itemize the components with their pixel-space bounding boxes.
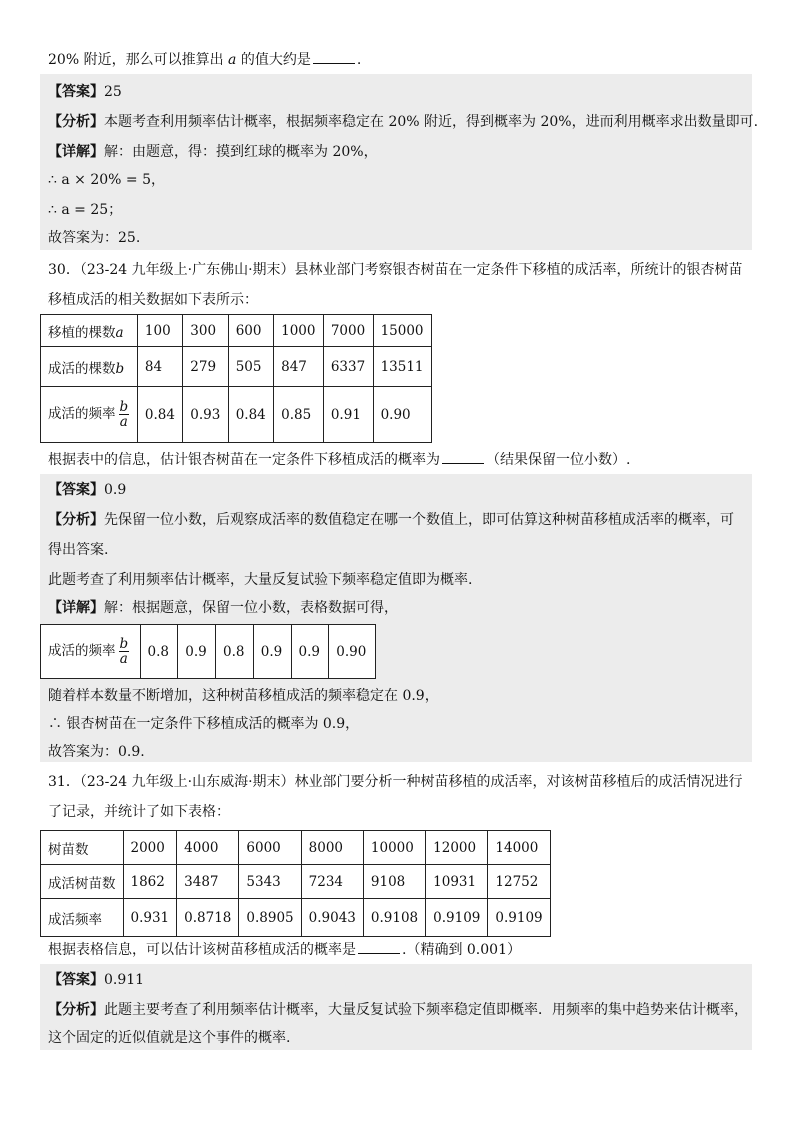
table-30 bbox=[40, 314, 432, 443]
table-cell: 0.9108 bbox=[363, 899, 425, 937]
detail-29: 【详解】解：由题意，得：摸到红球的概率为 20%， bbox=[48, 144, 378, 160]
table-cell: 2000 bbox=[123, 831, 177, 865]
table-cell: 0.8905 bbox=[239, 899, 301, 937]
detail-30: 【详解】解：根据题意，保留一位小数，表格数据可得， bbox=[48, 600, 398, 616]
table-cell: 14000 bbox=[488, 831, 550, 865]
table-cell: 9108 bbox=[363, 865, 425, 899]
table-cell: 12752 bbox=[488, 865, 550, 899]
analysis-29: 【分析】本题考查利用频率估计概率，根据频率稳定在 20% 附近，得到概率为 20%，进而利用概率求出数量即可. bbox=[48, 114, 759, 130]
analysis-31-1: 【分析】此题主要考查了利用频率估计概率，大量反复试验下频率稳定值即概率．用频率的集中趋势来估计概率， bbox=[48, 1002, 748, 1018]
analysis-30-2: 得出答案. bbox=[48, 542, 109, 558]
table-cell: 0.931 bbox=[123, 899, 177, 937]
answer-block-29 bbox=[40, 74, 752, 250]
table-cell: 13511 bbox=[373, 347, 431, 387]
table-31 bbox=[40, 830, 551, 937]
table-cell: 5343 bbox=[239, 865, 301, 899]
analysis-31-2: 这个固定的近似值就是这个事件的概率. bbox=[48, 1030, 291, 1046]
table-cell: 4000 bbox=[177, 831, 239, 865]
row-label: 移植的棵数a bbox=[41, 315, 138, 347]
table-row bbox=[41, 625, 376, 679]
row-label: 成活的棵数b bbox=[41, 347, 138, 387]
table-cell: 0.84 bbox=[137, 387, 182, 443]
table-cell: 0.84 bbox=[228, 387, 273, 443]
question-30-line1: 30．（23-24 九年级上·广东佛山·期末）县林业部门考察银杏树苗在一定条件下移植的成活率，所统计的银杏树苗 bbox=[48, 262, 743, 278]
table-row bbox=[41, 387, 432, 443]
analysis-30-3: 此题考查了利用频率估计概率，大量反复试验下频率稳定值即为概率. bbox=[48, 572, 473, 588]
table-cell: 300 bbox=[183, 315, 228, 347]
row-label: 成活的频率 $\frac{b}{a}$ bbox=[41, 387, 138, 443]
table-cell: 0.9 bbox=[178, 625, 216, 679]
question-31-prompt: 根据表格信息，可以估计该树苗移植成活的概率是 .（精确到 0.001） bbox=[48, 942, 521, 958]
table-row bbox=[41, 315, 432, 347]
fraction: $\frac{b}{a}$ bbox=[119, 636, 129, 667]
step-29-2: ∴ a = 25； bbox=[48, 202, 123, 218]
row-label: 成活频率 bbox=[41, 899, 124, 937]
answer-30: 【答案】0.9 bbox=[48, 482, 127, 498]
table-cell: 0.91 bbox=[323, 387, 373, 443]
table-row bbox=[41, 899, 551, 937]
question-31-line1: 31．（23-24 九年级上·山东威海·期末）林业部门要分析一种树苗移植的成活率，对该树苗移植后的成活情况进行 bbox=[48, 774, 743, 790]
table-30-rounded bbox=[40, 624, 376, 679]
table-cell: 6337 bbox=[323, 347, 373, 387]
table-cell: 0.9109 bbox=[426, 899, 488, 937]
table-cell: 100 bbox=[137, 315, 182, 347]
table-cell: 0.9 bbox=[291, 625, 329, 679]
fraction: $\frac{b}{a}$ bbox=[119, 399, 129, 430]
answer-blank[interactable] bbox=[313, 51, 355, 64]
table-cell: 1000 bbox=[274, 315, 324, 347]
row-label: 树苗数 bbox=[41, 831, 124, 865]
answer-29: 【答案】25 bbox=[48, 84, 122, 100]
table-cell: 0.9 bbox=[253, 625, 291, 679]
table-cell: 15000 bbox=[373, 315, 431, 347]
table-cell: 10000 bbox=[363, 831, 425, 865]
answer-blank[interactable] bbox=[358, 941, 400, 954]
table-cell: 12000 bbox=[426, 831, 488, 865]
table-cell: 7000 bbox=[323, 315, 373, 347]
table-cell: 0.8 bbox=[140, 625, 178, 679]
table-row bbox=[41, 347, 432, 387]
table-cell: 505 bbox=[228, 347, 273, 387]
table-cell: 0.8718 bbox=[177, 899, 239, 937]
answer-blank[interactable] bbox=[442, 451, 484, 464]
row-label: 成活的频率 $\frac{b}{a}$ bbox=[41, 625, 141, 679]
step-29-1: ∴ a × 20% = 5， bbox=[48, 172, 165, 188]
question-29-tail: 20% 附近，那么可以推算出 a 的值大约是 . bbox=[48, 52, 362, 68]
conclusion-30-1: 随着样本数量不断增加，这种树苗移植成活的频率稳定在 0.9， bbox=[48, 688, 439, 704]
table-cell: 600 bbox=[228, 315, 273, 347]
table-cell: 0.9043 bbox=[301, 899, 363, 937]
question-30-prompt: 根据表中的信息，估计银杏树苗在一定条件下移植成活的概率为 （结果保留一位小数）. bbox=[48, 452, 631, 468]
table-cell: 10931 bbox=[426, 865, 488, 899]
table-cell: 6000 bbox=[239, 831, 301, 865]
table-cell: 0.85 bbox=[274, 387, 324, 443]
row-label: 成活树苗数 bbox=[41, 865, 124, 899]
table-row bbox=[41, 831, 551, 865]
analysis-30-1: 【分析】先保留一位小数，后观察成活率的数值稳定在哪一个数值上，即可估算这种树苗移植成活率的概率，可 bbox=[48, 512, 734, 528]
table-cell: 84 bbox=[137, 347, 182, 387]
final-30: 故答案为：0.9. bbox=[48, 744, 145, 760]
table-cell: 847 bbox=[274, 347, 324, 387]
table-cell: 0.90 bbox=[329, 625, 376, 679]
answer-31: 【答案】0.911 bbox=[48, 972, 145, 988]
table-cell: 7234 bbox=[301, 865, 363, 899]
table-cell: 1862 bbox=[123, 865, 177, 899]
table-cell: 0.93 bbox=[183, 387, 228, 443]
table-cell: 0.9109 bbox=[488, 899, 550, 937]
table-cell: 0.90 bbox=[373, 387, 431, 443]
question-31-line2: 了记录，并统计了如下表格： bbox=[48, 804, 230, 820]
table-cell: 8000 bbox=[301, 831, 363, 865]
question-30-line2: 移植成活的相关数据如下表所示： bbox=[48, 292, 258, 308]
table-cell: 3487 bbox=[177, 865, 239, 899]
conclusion-30-2: ∴ 银杏树苗在一定条件下移植成活的概率为 0.9， bbox=[48, 716, 360, 732]
table-cell: 279 bbox=[183, 347, 228, 387]
final-29: 故答案为：25. bbox=[48, 230, 141, 246]
table-cell: 0.8 bbox=[216, 625, 254, 679]
table-row bbox=[41, 865, 551, 899]
